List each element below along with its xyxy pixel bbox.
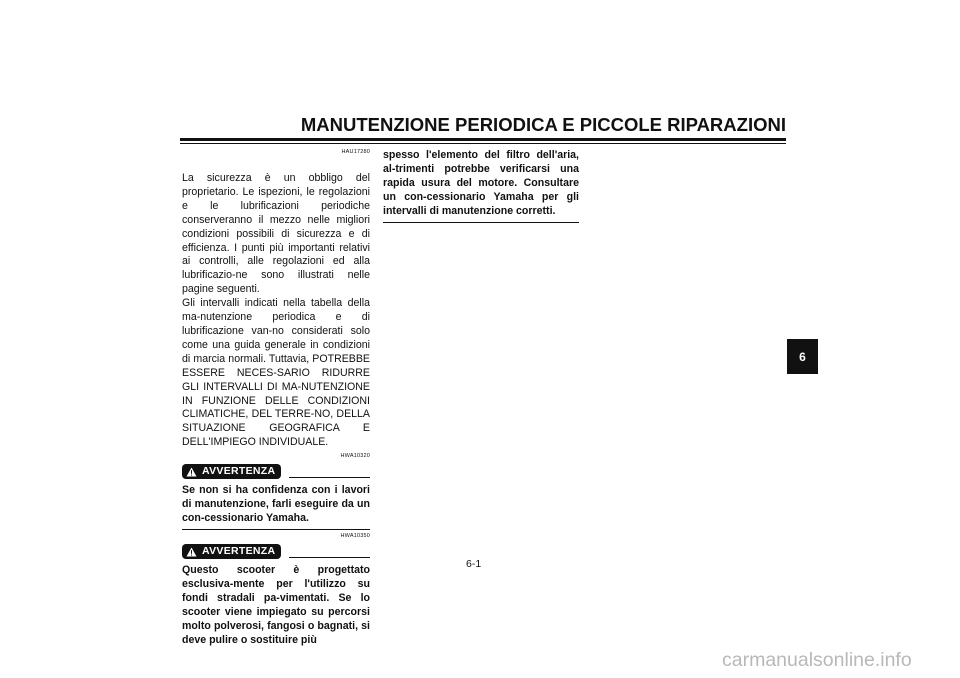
warning-badge bbox=[182, 464, 281, 479]
warning-end-rule bbox=[182, 529, 370, 531]
warning-ref-code: HWA10320 bbox=[340, 453, 370, 460]
warning-triangle-icon bbox=[186, 467, 197, 477]
warning-label: AVVERTENZA bbox=[202, 544, 276, 557]
warning-badge bbox=[182, 544, 281, 559]
warning-ref-code: HWA10350 bbox=[340, 533, 370, 540]
page-header bbox=[180, 114, 786, 144]
header-rule-thick bbox=[180, 138, 786, 141]
warning-header bbox=[182, 544, 370, 559]
warning-continuation-text: spesso l'elemento del filtro dell'aria, al-trimenti potrebbe verificarsi una rapida usura del motore. Consultare un con-cessionario Yamaha per gli intervalli di manutenzione corretti. bbox=[383, 149, 579, 217]
intro-paragraph: La sicurezza è un obbligo del proprietario. Le ispezioni, le regolazioni e le lubrificazioni periodiche conserveranno il mezzo nelle migliori condizioni possibili di sicurezza e di efficienza. I punti più importanti relativi ai controlli, alle regolazioni ed alla lubrificazio-ne sono illustrati nelle pagine seguenti. bbox=[182, 172, 370, 296]
warning-triangle-icon bbox=[186, 547, 197, 557]
right-column bbox=[383, 149, 579, 223]
warning-label: AVVERTENZA bbox=[202, 464, 276, 477]
section-ref-code: HAU17280 bbox=[341, 149, 370, 155]
warning-header-rule bbox=[289, 477, 370, 479]
warning-text: Se non si ha confidenza con i lavori di manutenzione, farli eseguire da un con-cessionario Yamaha. bbox=[182, 484, 370, 524]
left-column bbox=[182, 149, 370, 648]
intervals-paragraph: Gli intervalli indicati nella tabella della ma-nutenzione periodica e di lubrificazione van-no considerati solo come una guida generale in condizioni di marcia normali. Tuttavia, POTREBBE ESSERE NECES-SARIO RIDURRE GLI INTERVALLI DI MA-NUTENZIONE IN FUNZIONE DELLE CONDIZIONI CLIMATICHE, DEL TERRE-NO, DELLA SITUAZIONE GEOGRAFICA E DELL'IMPIEGO INDIVIDUALE. bbox=[182, 297, 370, 449]
header-rule-thin bbox=[180, 143, 786, 144]
warning-header-rule bbox=[289, 557, 370, 559]
page-title: MANUTENZIONE PERIODICA E PICCOLE RIPARAZIONI bbox=[300, 114, 786, 135]
warning-text: Questo scooter è progettato esclusiva-mente per l'utilizzo su fondi stradali pa-vimentati. Se lo scooter viene impiegato su percorsi molto polverosi, fangosi o bagnati, si deve pulire o sostituire più bbox=[182, 564, 370, 646]
warning-header bbox=[182, 464, 370, 479]
chapter-tab: 6 bbox=[787, 339, 818, 374]
warning-end-rule bbox=[383, 222, 579, 224]
page-number: 6-1 bbox=[466, 558, 482, 570]
watermark: carmanualsonline.info bbox=[722, 649, 912, 671]
